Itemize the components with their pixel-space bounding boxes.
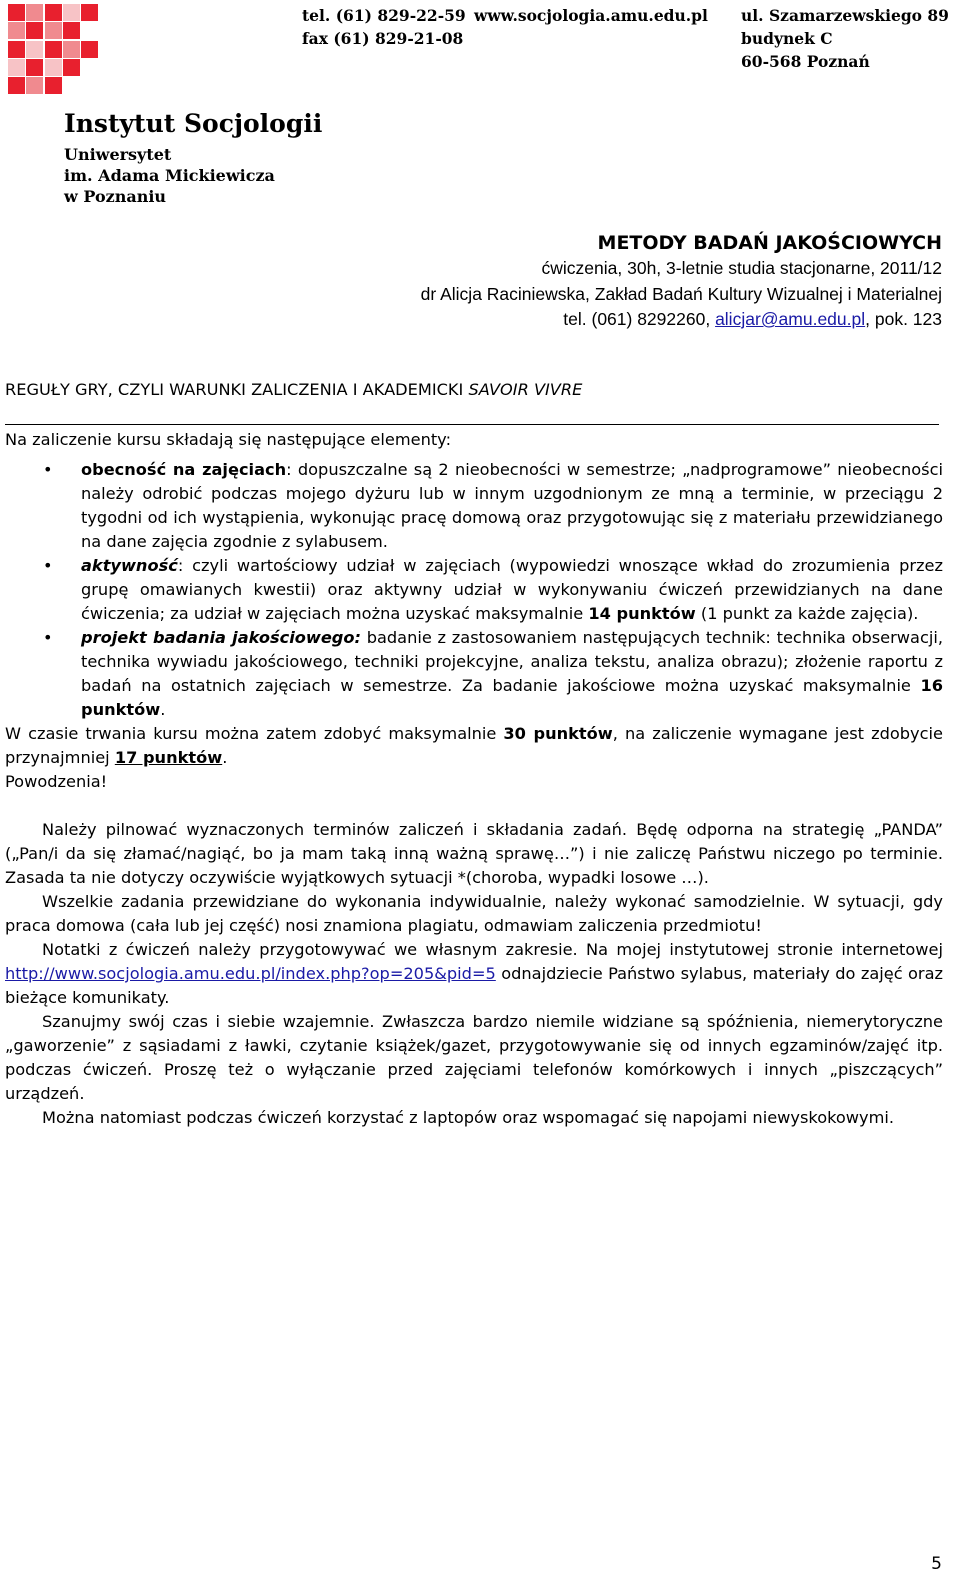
phone-number: tel. (61) 829-22-59 [302,6,466,25]
requirements-list [5,458,943,722]
heading-rule [5,424,939,425]
address-street: ul. Szamarzewskiego 89 [741,6,949,25]
points-summary: W czasie trwania kursu można zatem zdobyć maksymalnie 30 punktów, na zaliczenie wymagane jest zdobycie przynajmniej 17 punktów. [5,724,943,767]
bullet-icon: • [43,460,53,479]
list-item: • obecność na zajęciach: dopuszczalne są 2 nieobecności w semestrze; „nadprogramowe” nieobecności należy odrobić podczas mojego dyżuru lub w innym uzgodnionym ze mną a terminie, w przeciągu 2 tygodni od ich wystąpienia, wykonując pracę domową oraz przygotowując się z materiału przewidzianego na dane zajęcia zgodnie z sylabusem. [43,460,944,551]
university-name: Uniwersytet im. Adama Mickiewicza w Poznaniu [64,145,275,206]
deadlines-paragraph: Należy pilnować wyznaczonych terminów zaliczeń i składania zadań. Będę odporna na strategię „PANDA” („Pan/i da się złamać/nagiąć, bo ja mam taką inną ważną sprawę…”) i nie zaliczę Państwu niczego po terminie. Zasada ta nie dotyczy oczywiście wyjątkowych sytuacji *(choroba, wypadki losowe …). [5,820,943,887]
notes-paragraph: Notatki z ćwiczeń należy przygotowywać we własnym zakresie. Na mojej instytutowej stronie internetowej http://www.socjologia.amu.edu.pl/index.php?op=205&pid=5 odnajdziecie Państwo sylabus, materiały do zajęć oraz bieżące komunikaty. [5,940,943,1007]
list-item: • projekt badania jakościowego: badanie z zastosowaniem następujących technik: technika obserwacji, technika wywiadu jakościowego, techniki projekcyjne, analiza tekstu, analiza obrazu); złożenie raportu z badań na ostatnich zajęciach w semestrze. Za badanie jakościowe można uzyskać maksymalnie 16 punktów. [43,628,944,719]
plagiarism-paragraph: Wszelkie zadania przewidziane do wykonania indywidualnie, należy wykonać samodzielnie. W sytuacji, gdy praca domowa (cała lub jej część) nosi znamiona plagiatu, odmawiam zaliczenia przedmiotu! [5,892,943,935]
page-number: 5 [931,1554,942,1574]
instructor-info: dr Alicja Raciniewska, Zakład Badań Kultury Wizualnej i Materialnej [420,284,942,304]
postal-address [741,4,949,73]
instructor-contact: tel. (061) 8292260, alicjar@amu.edu.pl, pok. 123 [563,309,942,329]
intro-text: Na zaliczenie kursu składają się następujące elementy: [5,430,452,449]
laptops-paragraph: Można natomiast podczas ćwiczeń korzystać z laptopów oraz wspomagać się napojami niewyskokowymi. [42,1108,895,1127]
email-link[interactable]: alicjar@amu.edu.pl [715,309,866,329]
document-body [5,428,943,1130]
course-title: METODY BADAŃ JAKOŚCIOWYCH [597,232,942,254]
bullet-icon: • [43,628,53,647]
website-address: www.socjologia.amu.edu.pl [474,6,708,25]
section-heading: REGUŁY GRY, CZYLI WARUNKI ZALICZENIA I AKADEMICKI SAVOIR VIVRE [5,380,583,399]
syllabus-link[interactable]: http://www.socjologia.amu.edu.pl/index.php?op=205&pid=5 [5,964,496,983]
course-details: ćwiczenia, 30h, 3-letnie studia stacjonarne, 2011/12 [541,258,942,278]
respect-paragraph: Szanujmy swój czas i siebie wzajemnie. Zwłaszcza bardzo niemile widziane są spóźnienia, niemerytoryczne „gaworzenie” z sąsiadami z ławki, czytanie książek/gazet, przygotowywanie się od innych egzaminów/zajęć itp. podczas ćwiczeń. Proszę też o wyłączanie przed zajęciami telefonów komórkowych i innych „piszczących” urządzeń. [5,1012,943,1103]
address-building: budynek C [741,29,833,48]
good-luck-text: Powodzenia! [5,772,108,791]
fax-number: fax (61) 829-21-08 [302,29,464,48]
institute-title: Instytut Socjologii [64,109,323,138]
address-city: 60-568 Poznań [741,52,870,71]
contact-phones [302,4,466,50]
list-item: • aktywność: czyli wartościowy udział w zajęciach (wypowiedzi wnoszące wkład do zrozumienia przez grupę omawianych kwestii) oraz aktywny udział w wykonywaniu ćwiczeń przewidzianych na dane ćwiczenia; za udział w zajęciach można uzyskać maksymalnie 14 punktów (1 punkt za każde zajęcia). [43,556,943,623]
institute-logo [8,4,100,100]
bullet-icon: • [43,556,53,575]
